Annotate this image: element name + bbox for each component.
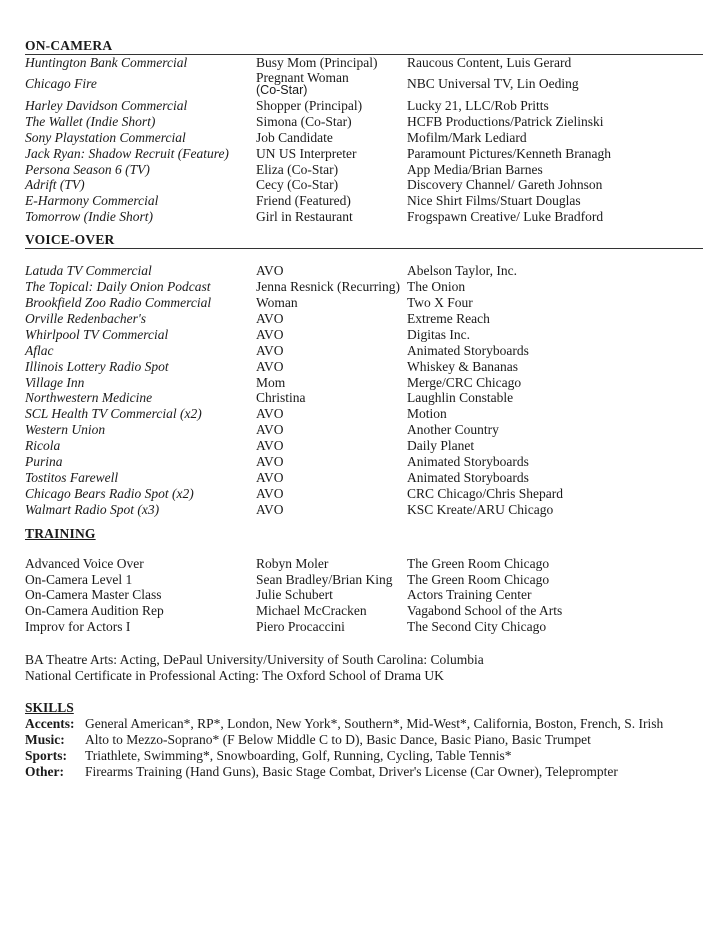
credit-role: Busy Mom (Principal) <box>256 55 378 70</box>
credit-company: Animated Storyboards <box>407 454 529 470</box>
training-school: The Green Room Chicago <box>407 571 550 587</box>
credit-project: Harley Davidson Commercial <box>25 97 188 113</box>
credit-company: NBC Universal TV, Lin Oeding <box>407 76 579 92</box>
credit-project: Adrift (TV) <box>25 177 85 193</box>
credit-row <box>25 177 703 193</box>
credit-project: Jack Ryan: Shadow Recruit (Feature) <box>25 145 229 161</box>
credit-project: Persona Season 6 (TV) <box>25 161 150 177</box>
credit-project: The Wallet (Indie Short) <box>25 113 156 129</box>
training-row <box>25 619 703 635</box>
credit-row <box>25 486 703 502</box>
credit-project: Tostitos Farewell <box>25 469 119 485</box>
credit-project: E-Harmony Commercial <box>25 193 159 209</box>
credit-role: Friend (Featured) <box>256 193 351 209</box>
credit-project: Chicago Bears Radio Spot (x2) <box>25 485 194 501</box>
credit-role: Mom <box>256 374 286 390</box>
training-course: Advanced Voice Over <box>25 555 144 571</box>
skills-heading: SKILLS <box>25 700 74 715</box>
credit-role: Job Candidate <box>256 129 333 145</box>
credit-project: Chicago Fire <box>25 76 97 92</box>
credit-project: Latuda TV Commercial <box>25 263 152 279</box>
training-school: Vagabond School of the Arts <box>407 603 563 619</box>
credit-company: Nice Shirt Films/Stuart Douglas <box>407 193 581 209</box>
credit-role: AVO <box>256 342 284 358</box>
on-camera-list <box>25 55 703 225</box>
credit-company: Merge/CRC Chicago <box>407 374 522 390</box>
credit-company: Daily Planet <box>407 438 475 454</box>
credit-role: Woman <box>256 294 298 310</box>
credit-company: Two X Four <box>407 294 473 310</box>
credit-role: AVO <box>256 358 284 374</box>
skill-label: Accents: <box>25 715 75 731</box>
credit-company: KSC Kreate/ARU Chicago <box>407 501 554 517</box>
credit-role: AVO <box>256 485 284 501</box>
credit-company: Another Country <box>407 422 499 438</box>
credit-role: UN US Interpreter <box>256 145 357 161</box>
credit-row <box>25 406 703 422</box>
credit-row <box>25 146 703 162</box>
credit-company: Abelson Taylor, Inc. <box>407 263 517 279</box>
voice-over-heading: VOICE-OVER <box>25 232 703 249</box>
credit-row <box>25 470 703 486</box>
credit-row <box>25 438 703 454</box>
resume-page <box>25 38 703 780</box>
skill-row <box>25 732 703 748</box>
credit-row <box>25 327 703 343</box>
credit-role: Eliza (Co-Star) <box>256 161 339 177</box>
credit-company: Whiskey & Bananas <box>407 358 518 374</box>
credit-role: Christina <box>256 390 306 406</box>
credit-project: Walmart Radio Spot (x3) <box>25 501 160 517</box>
credit-project: Western Union <box>25 422 106 438</box>
credit-row <box>25 454 703 470</box>
credit-row <box>25 130 703 146</box>
credit-project: Aflac <box>25 342 54 358</box>
credit-row <box>25 263 703 279</box>
credit-row <box>25 311 703 327</box>
training-teacher: Julie Schubert <box>256 587 333 603</box>
credit-row <box>25 162 703 178</box>
credit-company: Raucous Content, Luis Gerard <box>407 55 572 70</box>
credit-project: Northwestern Medicine <box>25 390 153 406</box>
training-school: The Green Room Chicago <box>407 555 550 571</box>
credit-project: Tomorrow (Indie Short) <box>25 209 154 225</box>
credit-row <box>25 343 703 359</box>
skill-row <box>25 764 703 780</box>
credit-row <box>25 375 703 391</box>
skill-label: Other: <box>25 763 64 779</box>
credit-project: Huntington Bank Commercial <box>25 55 188 70</box>
credit-project: Illinois Lottery Radio Spot <box>25 358 169 374</box>
credit-project: The Topical: Daily Onion Podcast <box>25 279 211 295</box>
voice-over-list <box>25 263 703 518</box>
skill-label: Music: <box>25 731 65 747</box>
credit-role: AVO <box>256 310 284 326</box>
credit-project: SCL Health TV Commercial (x2) <box>25 406 202 422</box>
credit-project: Sony Playstation Commercial <box>25 129 186 145</box>
credit-company: Motion <box>407 406 447 422</box>
credit-company: Animated Storyboards <box>407 342 529 358</box>
credit-row <box>25 359 703 375</box>
training-course: On-Camera Master Class <box>25 587 162 603</box>
credit-role: AVO <box>256 454 284 470</box>
training-heading-text: TRAINING <box>25 525 96 541</box>
credit-row <box>25 98 703 114</box>
credit-project: Purina <box>25 454 63 470</box>
credit-role-line2: (Co-Star) <box>256 83 308 98</box>
credit-company: Frogspawn Creative/ Luke Bradford <box>407 209 604 225</box>
credit-role: AVO <box>256 326 284 342</box>
training-school: Actors Training Center <box>407 587 532 603</box>
training-school: The Second City Chicago <box>407 619 547 635</box>
skill-value: General American*, RP*, London, New York*, Southern*, Mid-West*, California, Boston, French, S. Irish <box>85 715 664 731</box>
training-row <box>25 587 703 603</box>
credit-company: Lucky 21, LLC/Rob Pritts <box>407 97 549 113</box>
credit-role: Jenna Resnick (Recurring) <box>256 279 400 295</box>
training-row <box>25 572 703 588</box>
training-list <box>25 556 703 636</box>
credit-company: Mofilm/Mark Lediard <box>407 129 527 145</box>
credit-company: The Onion <box>407 279 466 295</box>
credit-company: Digitas Inc. <box>407 326 470 342</box>
skill-label: Sports: <box>25 747 68 763</box>
credit-row <box>25 295 703 311</box>
training-teacher: Michael McCracken <box>256 603 367 619</box>
credit-company: HCFB Productions/Patrick Zielinski <box>407 113 604 129</box>
credit-project: Whirlpool TV Commercial <box>25 326 169 342</box>
credit-role: AVO <box>256 422 284 438</box>
credit-project: Village Inn <box>25 374 85 390</box>
credit-role: AVO <box>256 263 284 279</box>
credit-row <box>25 279 703 295</box>
credit-role: Shopper (Principal) <box>256 97 363 113</box>
credit-company: Paramount Pictures/Kenneth Branagh <box>407 145 611 161</box>
credit-company: App Media/Brian Barnes <box>407 161 543 177</box>
credit-project: Brookfield Zoo Radio Commercial <box>25 294 212 310</box>
credit-company: Laughlin Constable <box>407 390 514 406</box>
credit-row <box>25 390 703 406</box>
degree-line: BA Theatre Arts: Acting, DePaul University/University of South Carolina: Columbia <box>25 652 484 668</box>
training-course: On-Camera Level 1 <box>25 571 133 587</box>
credit-row <box>25 502 703 518</box>
training-row <box>25 556 703 572</box>
credit-role-line1: Pregnant Woman <box>256 69 349 85</box>
training-row <box>25 603 703 619</box>
training-teacher: Sean Bradley/Brian King <box>256 571 393 587</box>
skill-value: Triathlete, Swimming*, Snowboarding, Golf, Running, Cycling, Table Tennis* <box>85 747 512 763</box>
credit-role: Simona (Co-Star) <box>256 113 352 129</box>
credit-row <box>25 422 703 438</box>
skills-list <box>25 716 703 780</box>
credit-row <box>25 209 703 225</box>
credit-row <box>25 55 703 71</box>
education <box>25 652 703 684</box>
credit-role <box>256 71 407 98</box>
training-course: Improv for Actors I <box>25 619 131 635</box>
certificate-line: National Certificate in Professional Acting: The Oxford School of Drama UK <box>25 668 444 684</box>
credit-row <box>25 71 703 98</box>
credit-company: CRC Chicago/Chris Shepard <box>407 485 563 501</box>
skill-row <box>25 748 703 764</box>
training-teacher: Robyn Moler <box>256 555 329 571</box>
credit-project: Ricola <box>25 438 61 454</box>
credit-role: Girl in Restaurant <box>256 209 353 225</box>
credit-company: Extreme Reach <box>407 310 490 326</box>
credit-company: Discovery Channel/ Gareth Johnson <box>407 177 603 193</box>
skill-row <box>25 716 703 732</box>
skill-value: Alto to Mezzo-Soprano* (F Below Middle C to D), Basic Dance, Basic Piano, Basic Trumpet <box>85 731 591 747</box>
credit-role: AVO <box>256 469 284 485</box>
training-course: On-Camera Audition Rep <box>25 603 164 619</box>
credit-role: AVO <box>256 501 284 517</box>
skill-value: Firearms Training (Hand Guns), Basic Stage Combat, Driver's License (Car Owner), Teleprompter <box>85 763 618 779</box>
on-camera-heading: ON-CAMERA <box>25 38 703 55</box>
credit-row <box>25 114 703 130</box>
credit-company: Animated Storyboards <box>407 469 529 485</box>
credit-role: AVO <box>256 406 284 422</box>
credit-role: AVO <box>256 438 284 454</box>
credit-row <box>25 193 703 209</box>
credit-role: Cecy (Co-Star) <box>256 177 339 193</box>
training-teacher: Piero Procaccini <box>256 619 345 635</box>
credit-project: Orville Redenbacher's <box>25 310 146 326</box>
training-heading <box>25 526 703 542</box>
